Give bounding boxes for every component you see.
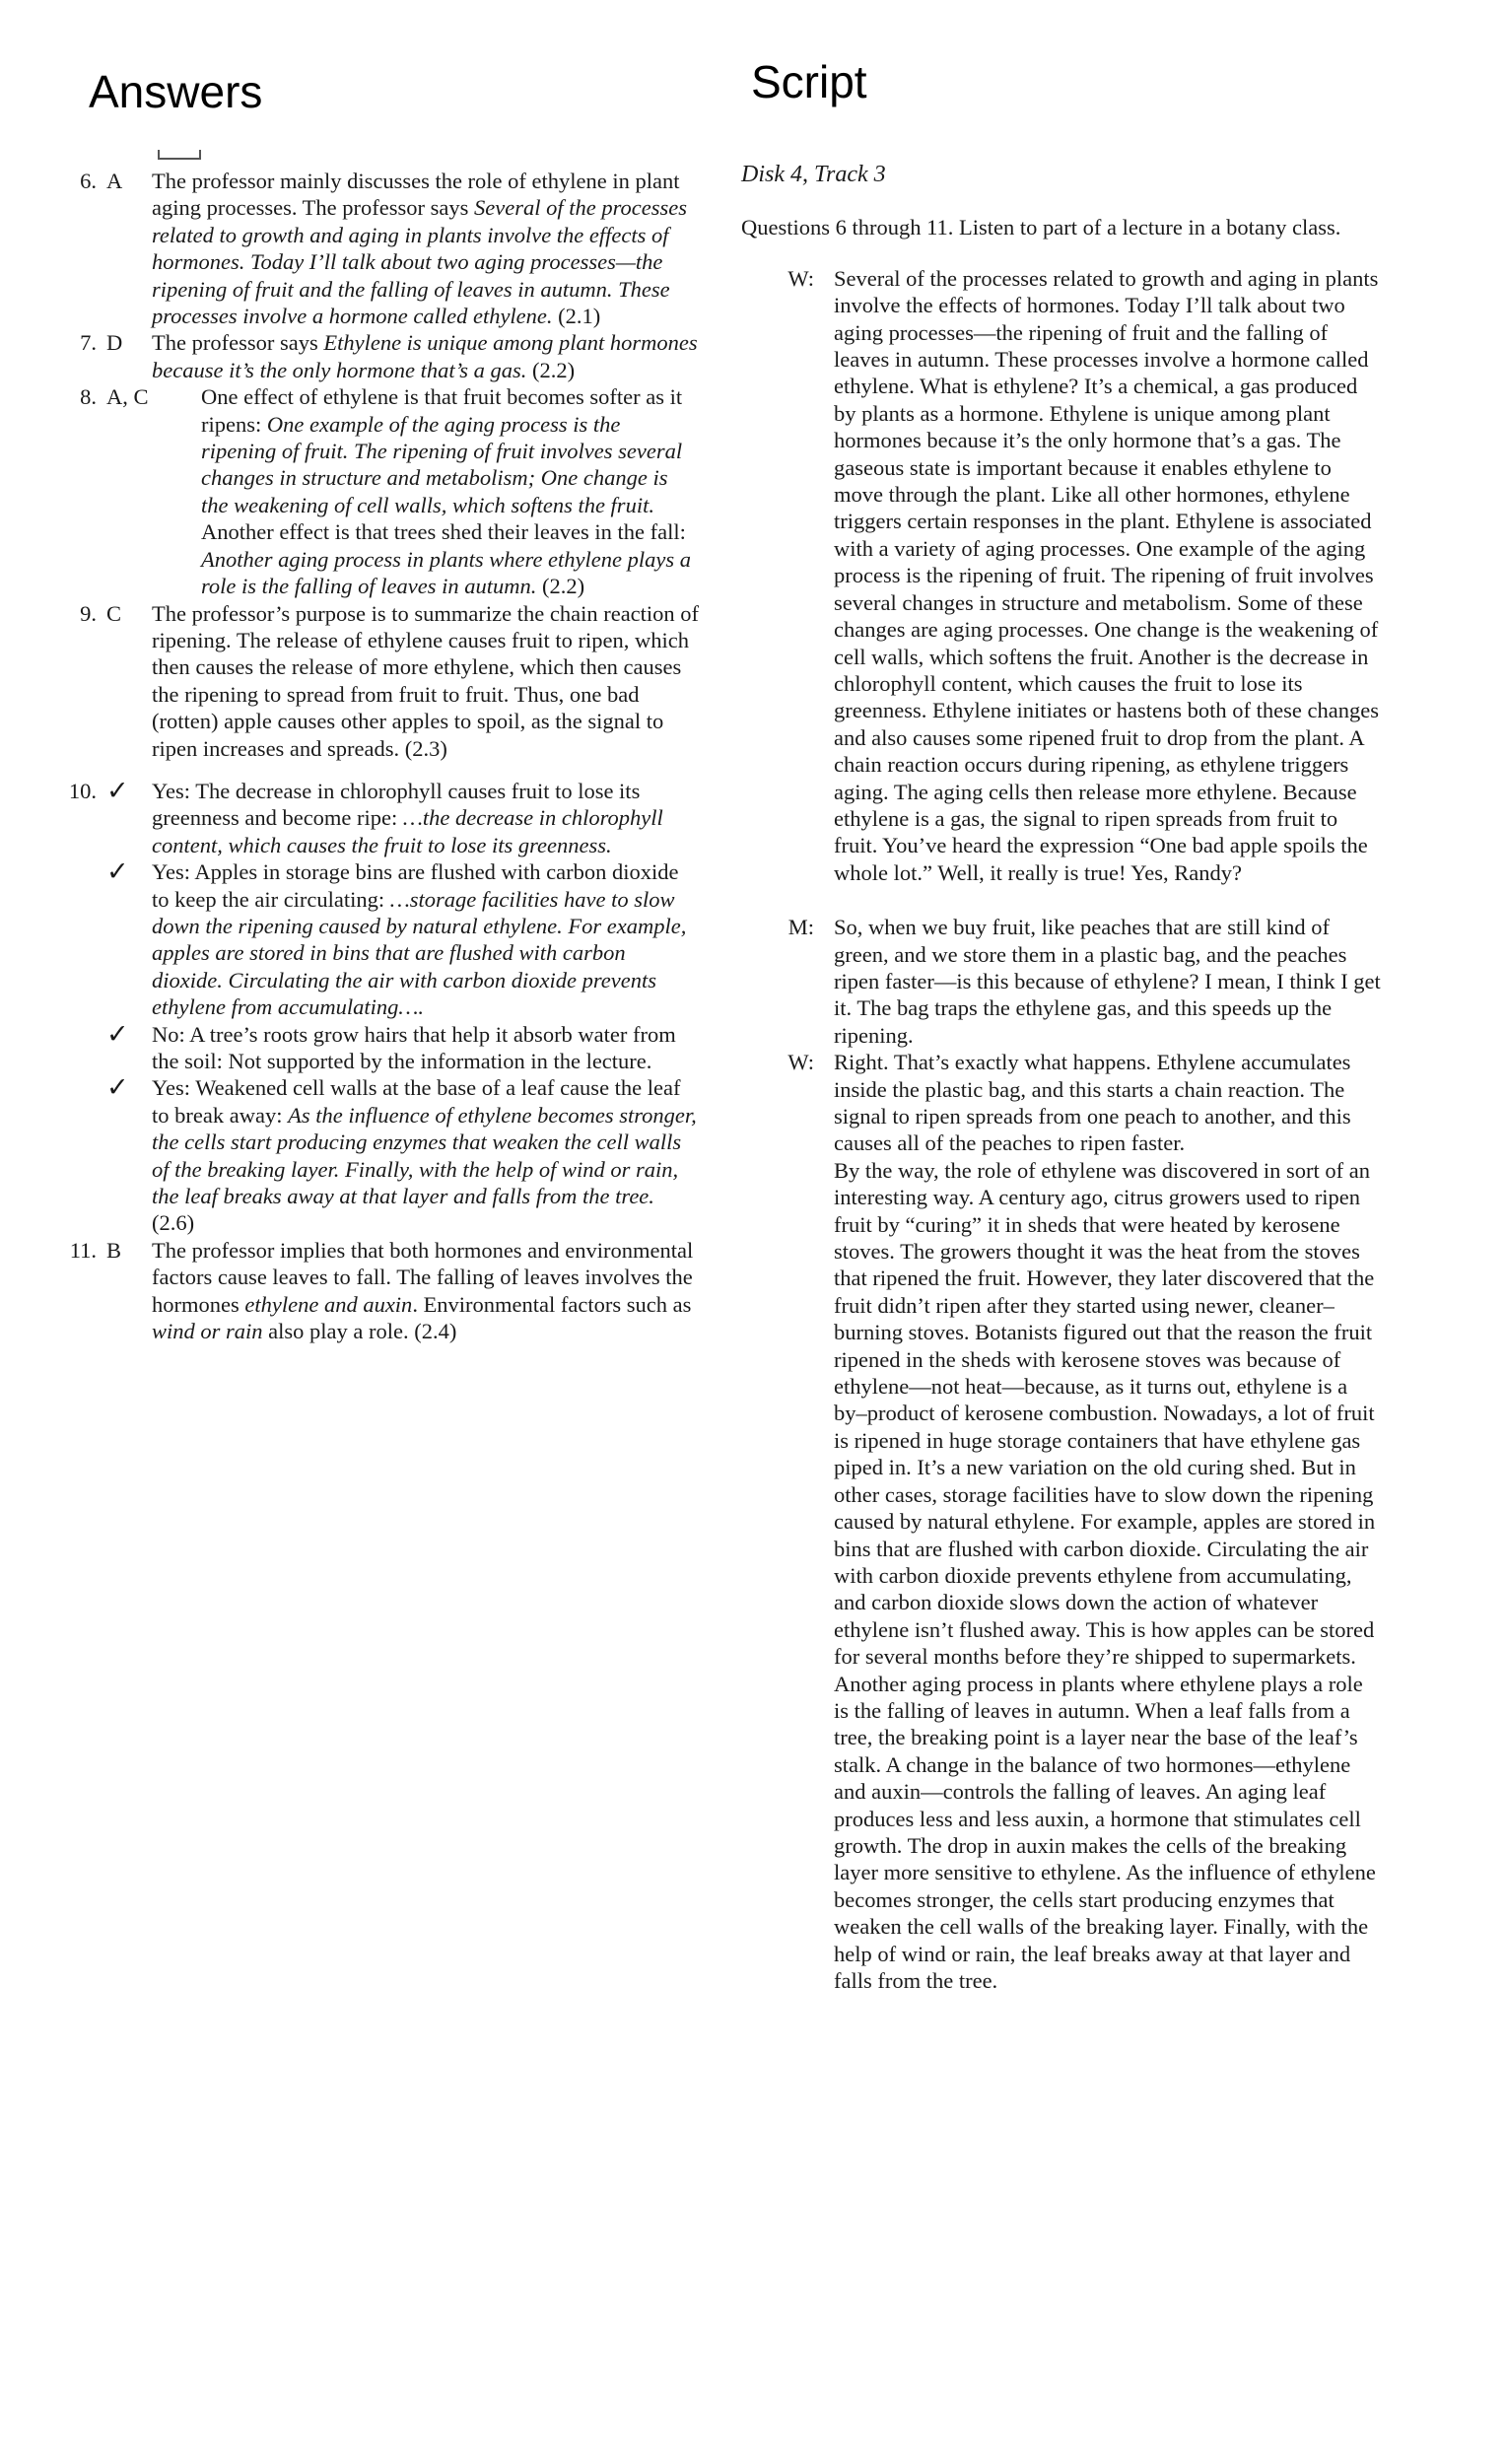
answer-11 xyxy=(59,1237,700,1345)
explanation-quote: wind or rain xyxy=(152,1319,263,1344)
speech-paragraph: Another aging process in plants where ethylene plays a role is the falling of leaves in autumn. When a leaf falls from a tree, the breaking point is a layer near the base of the leaf’s stalk. A change in the balance of two hormones—ethylene and auxin—controls the falling of leaves. An aging leaf produces less and less auxin, a hormone that stimulates cell growth. The drop in auxin makes the cells of the breaking layer more sensitive to ethylene. As the influence of ethylene becomes stronger, the cells start producing enzymes that weaken the cell walls of the breaking layer. Finally, with the help of wind or rain, the leaf breaks away at that layer and falls from the tree. xyxy=(834,1671,1376,1993)
speech-m1 xyxy=(741,914,1382,1049)
answers-column xyxy=(59,168,700,1344)
answer-explanation xyxy=(152,778,700,858)
answer-9 xyxy=(59,600,700,762)
answer-10-item-2 xyxy=(59,858,700,1020)
explanation-quote: …the decrease in chlorophyll content, which causes the fruit to lose its greenness. xyxy=(152,805,663,857)
speech-paragraph: By the way, the role of ethylene was discovered in sort of an interesting way. A century ago, citrus growers used to ripen fruit by “curing” it in sheds that were heated by kerosene stoves. The growers thought it was the heat from the stoves that ripened the fruit. However, they later discovered that the fruit didn’t ripen after they started using newer, cleaner–burning stoves. Botanists figured out that the reason the fruit ripened in the sheds with kerosene stoves was because of ethylene—not heat—because, as it turns out, ethylene is a by–product of kerosene combustion. Nowadays, a lot of fruit is ripened in huge storage containers that have ethylene gas piped in. It’s a new variation on the old curing shed. But in other cases, storage facilities have to slow down the ripening caused by natural ethylene. For example, apples are stored in bins that are flushed with carbon dioxide. Circulating the air with carbon dioxide prevents ethylene from accumulating, and carbon dioxide slows down the action of whatever ethylene isn’t flushed away. This is how apples can be stored for several months before they’re shipped to supermarkets. xyxy=(834,1157,1376,1670)
answer-explanation xyxy=(152,1237,700,1345)
answer-explanation xyxy=(152,1074,700,1236)
cropped-text-fragment xyxy=(158,150,201,160)
answer-letter: D xyxy=(106,330,123,356)
answer-explanation xyxy=(152,858,700,1020)
answer-number: 9. xyxy=(80,600,97,626)
explanation-text: The professor mainly discusses the role of ethylene in plant aging processes. The professor says xyxy=(152,169,680,221)
answer-letter: B xyxy=(106,1237,122,1263)
checkmark-icon: ✓ xyxy=(106,1072,129,1104)
explanation-quote: …storage facilities have to slow down the ripening caused by natural ethylene. For example, apples are stored in bins that are flushed with carbon dioxide. Circulating the air with carbon dioxide prevents ethylene from accumulating…. xyxy=(152,886,687,1020)
explanation-ref: (2.2) xyxy=(536,574,585,599)
explanation-ref: (2.1) xyxy=(552,304,601,329)
answer-7 xyxy=(59,329,700,383)
explanation-text: The professor implies that both hormones and environmental factors cause leaves to fall. The falling of leaves involves the hormones xyxy=(152,1237,694,1317)
explanation-quote: As the influence of ethylene becomes stronger, the cells start producing enzymes that weaken the cell walls of the breaking layer. Finally, with the help of wind or rain, the leaf breaks away at that layer and falls from the tree. xyxy=(152,1102,697,1209)
speech-text: So, when we buy fruit, like peaches that are still kind of green, and we store them in a plastic bag, and the peaches ripen faster—is this because of ethylene? I mean, I think I get it. The bag traps the ethylene gas, and this speeds up the ripening. xyxy=(834,915,1381,1048)
speech-text: Several of the processes related to growth and aging in plants involve the effects of hormones. Today I’ll talk about two aging processes—the ripening of fruit and the falling of leaves in autumn. These processes involve a hormone called ethylene. What is ethylene? It’s a chemical, a gas produced by plants as a hormone. Ethylene is unique among plant hormones because it’s the only hormone that’s a gas. The gaseous state is important because it enables ethylene to move through the plant. Like all other hormones, ethylene triggers certain responses in the plant. Ethylene is associated with a variety of aging processes. One example of the aging process is the ripening of fruit. The ripening of fruit involves several changes in structure and metabolism. Some of these changes are aging processes. One change is the weakening of cell walls, which softens the fruit. Another is the decrease in chlorophyll content, which causes the fruit to lose its greenness. Ethylene initiates or hastens both of these changes and also causes some ripened fruit to drop from the plant. A chain reaction occurs during ripening, as ethylene triggers aging. The aging cells then release more ethylene. Because ethylene is a gas, the signal to ripen spreads from fruit to fruit. You’ve heard the expression “One bad apple spoils the whole lot.” Well, it really is true! Yes, Randy? xyxy=(834,265,1379,885)
answer-number: 7. xyxy=(80,330,97,356)
checkmark-icon: ✓ xyxy=(106,775,129,806)
explanation-text: Yes: Apples in storage bins are flushed with carbon dioxide to keep the air circulating: xyxy=(152,859,679,912)
explanation-text: One effect of ethylene is that fruit becomes softer as it ripens: xyxy=(201,384,683,437)
answer-10-item-3 xyxy=(59,1018,700,1075)
explanation-text: Another effect is that trees shed their leaves in the fall: xyxy=(201,519,686,545)
answer-6 xyxy=(59,168,700,329)
speaker-label: W: xyxy=(787,265,814,291)
script-heading: Script xyxy=(751,56,867,107)
answer-letter: C xyxy=(106,600,122,626)
speech-w1 xyxy=(741,265,1382,886)
answer-number: 6. xyxy=(80,169,97,193)
explanation-ref: (2.2) xyxy=(526,357,576,382)
answer-10-item-4 xyxy=(59,1074,700,1236)
speech-paragraph: Right. That’s exactly what happens. Ethylene accumulates inside the plastic bag, and this starts a chain reaction. The signal to ripen spreads from one peach to another, and this causes all of the peaches to ripen faster. xyxy=(834,1050,1351,1156)
answer-8 xyxy=(59,383,700,599)
explanation-ref: (2.6) xyxy=(152,1210,195,1236)
answer-number: 11. xyxy=(69,1237,97,1263)
speech-w2 xyxy=(741,1049,1382,1994)
speaker-label: W: xyxy=(787,1050,814,1075)
speech-text xyxy=(834,1049,1382,1994)
explanation-ref: also play a role. (2.4) xyxy=(262,1319,457,1344)
answer-10-item-1 xyxy=(59,775,700,858)
answer-explanation: No: A tree’s roots grow hairs that help it absorb water from the soil: Not supported by the information in the lecture. xyxy=(152,1021,676,1073)
explanation-quote: ethylene and auxin xyxy=(244,1291,413,1317)
answer-explanation xyxy=(152,329,700,383)
checkmark-icon: ✓ xyxy=(106,856,129,888)
answer-explanation: The professor’s purpose is to summarize the chain reaction of ripening. The release of ethylene causes fruit to ripen, which then causes the release of more ethylene, which then causes the ripening to spread from fruit to fruit. Thus, one bad (rotten) apple causes other apples to spoil, as the signal to ripen increases and spreads. (2.3) xyxy=(152,600,700,761)
answer-letter: A xyxy=(106,169,123,193)
explanation-text: Yes: Weakened cell walls at the base of a leaf cause the leaf to break away: xyxy=(152,1075,681,1128)
explanation-quote: Another aging process in plants where ethylene plays a role is the falling of leaves in autumn. xyxy=(201,546,691,599)
script-column xyxy=(741,162,1382,1994)
answers-heading: Answers xyxy=(89,66,263,117)
answer-number: 8. xyxy=(80,384,97,410)
answer-number: 10. xyxy=(68,778,97,803)
script-intro: Questions 6 through 11. Listen to part of a lecture in a botany class. xyxy=(741,215,1341,240)
track-label: Disk 4, Track 3 xyxy=(741,162,886,187)
answer-explanation xyxy=(152,168,700,329)
checkmark-icon: ✓ xyxy=(106,1018,129,1050)
answer-letter: A, C xyxy=(106,384,149,410)
explanation-quote: One example of the aging process is the ripening of fruit. The ripening of fruit involves several changes in structure and metabolism; One change is the weakening of cell walls, which softens the fruit. xyxy=(201,411,683,517)
explanation-quote: Several of the processes related to growth and aging in plants involve the effects of hormones. Today I’ll talk about two aging processes—the ripening of fruit and the falling of leaves in autumn. These processes involve a hormone called ethylene. xyxy=(152,195,687,329)
explanation-text: Yes: The decrease in chlorophyll causes fruit to lose its greenness and become ripe: xyxy=(152,778,641,831)
explanation-text: The professor says xyxy=(152,330,324,356)
answer-explanation xyxy=(201,383,700,599)
explanation-text: . Environmental factors such as xyxy=(412,1291,692,1317)
explanation-quote: Ethylene is unique among plant hormones because it’s the only hormone that’s a gas. xyxy=(152,330,698,382)
speaker-label: M: xyxy=(787,915,814,940)
